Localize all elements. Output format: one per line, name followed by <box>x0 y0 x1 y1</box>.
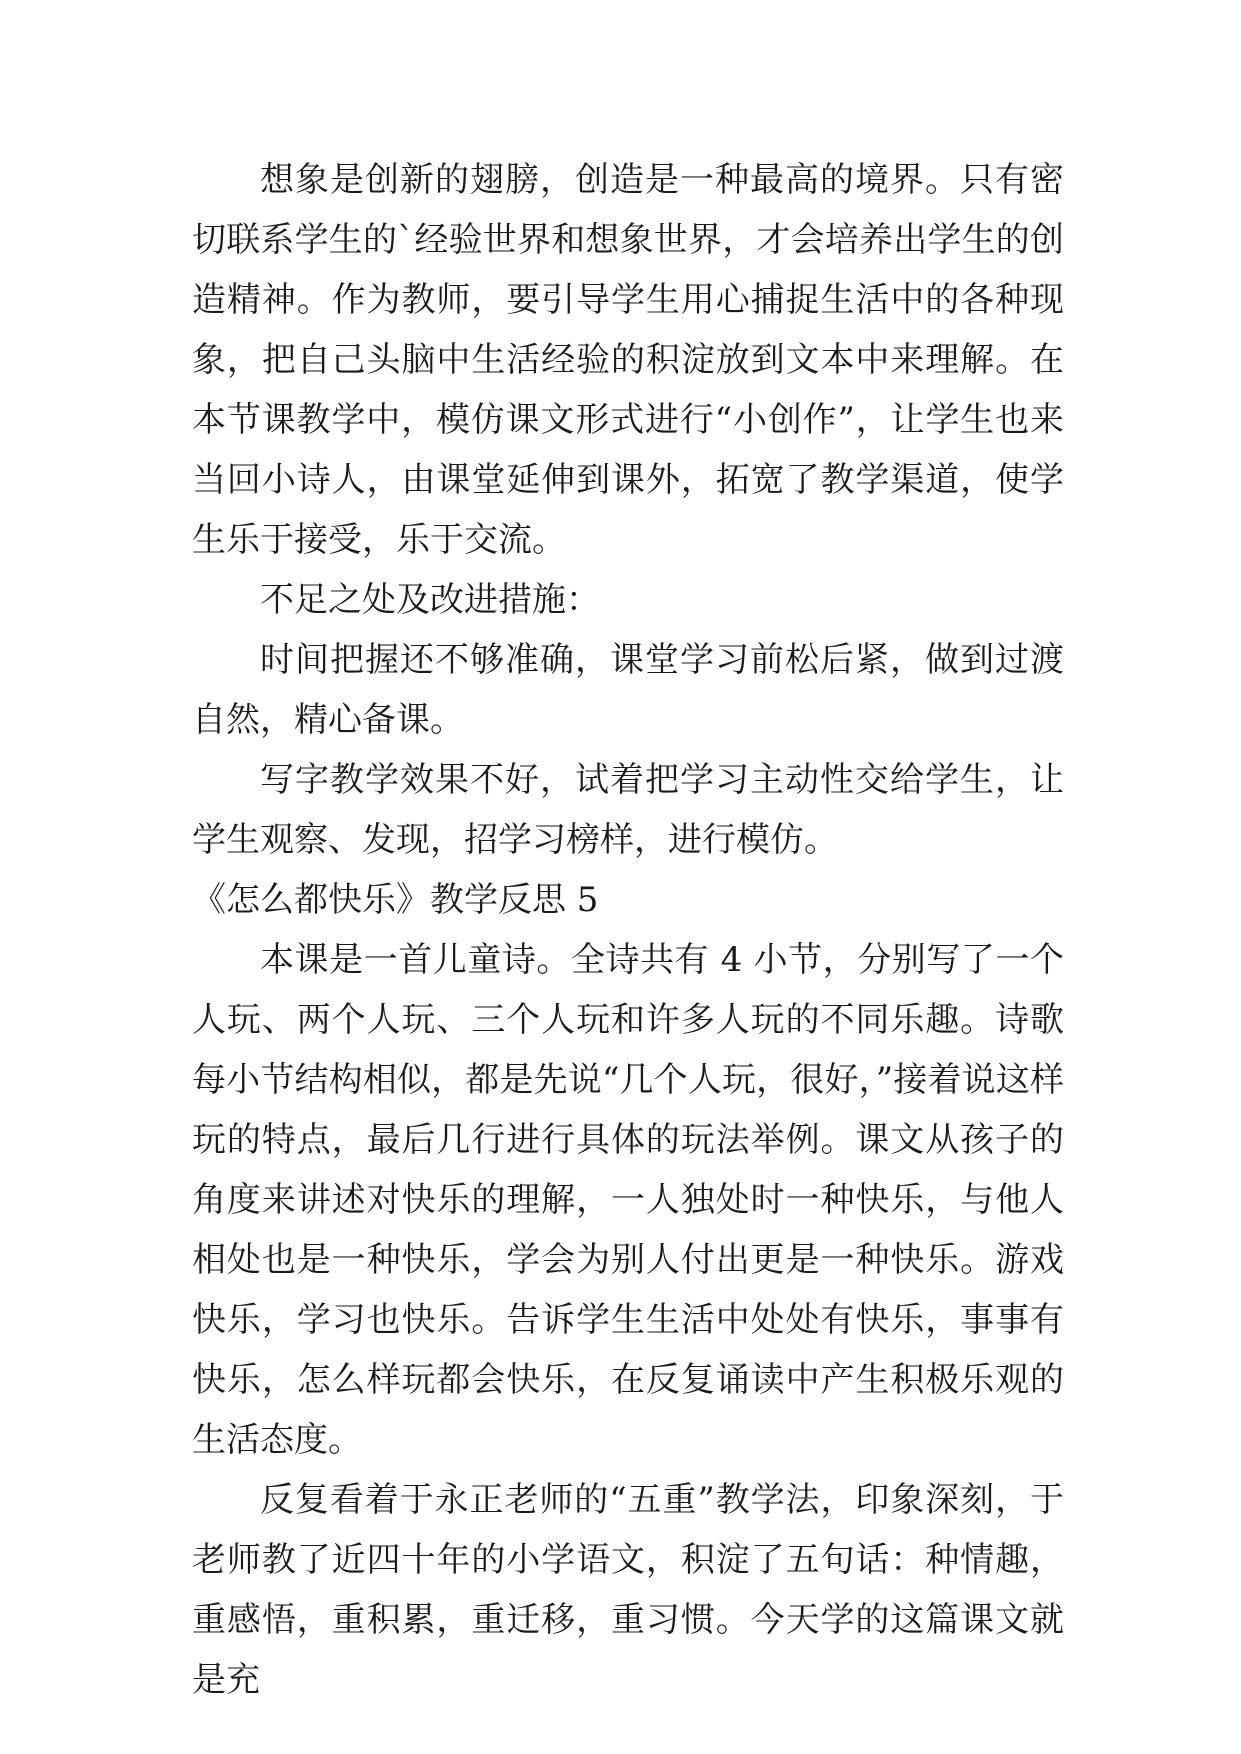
document-body <box>192 150 1064 1710</box>
paragraph-shortcomings-heading: 不足之处及改进措施： <box>260 580 600 620</box>
paragraph-time-management: 时间把握还不够准确，课堂学习前松后紧，做到过渡自然，精心备课。 <box>192 640 1064 740</box>
paragraph-imagination: 想象是创新的翅膀，创造是一种最高的境界。只有密切联系学生的`经验世界和想象世界，才会培养出学生的创造精神。作为教师，要引导学生用心捕捉生活中的各种现象，把自己头脑中生活经验的积淀放到文本中来理解。在本节课教学中，模仿课文形式进行“小创作”，让学生也来当回小诗人，由课堂延伸到课外，拓宽了教学渠道，使学生乐于接受，乐于交流。 <box>192 160 1064 560</box>
paragraph-writing-teaching: 写字教学效果不好，试着把学习主动性交给学生，让学生观察、发现，招学习榜样，进行模仿。 <box>192 760 1064 860</box>
paragraph-poem-intro: 本课是一首儿童诗。全诗共有 4 小节，分别写了一个人玩、两个人玩、三个人玩和许多人玩的不同乐趣。诗歌每小节结构相似，都是先说“几个人玩，很好，”接着说这样玩的特点，最后几行进行具体的玩法举例。课文从孩子的角度来讲述对快乐的理解，一人独处时一种快乐，与他人相处也是一种快乐，学会为别人付出更是一种快乐。游戏快乐，学习也快乐。告诉学生生活中处处有快乐，事事有快乐，怎么样玩都会快乐，在反复诵读中产生积极乐观的生活态度。 <box>192 940 1064 1460</box>
paragraph-five-methods: 反复看着于永正老师的“五重”教学法，印象深刻，于老师教了近四十年的小学语文，积淀了五句话：种情趣，重感悟，重积累，重迁移，重习惯。今天学的这篇课文就是充 <box>192 1480 1064 1700</box>
section-title: 《怎么都快乐》教学反思 5 <box>192 880 599 920</box>
